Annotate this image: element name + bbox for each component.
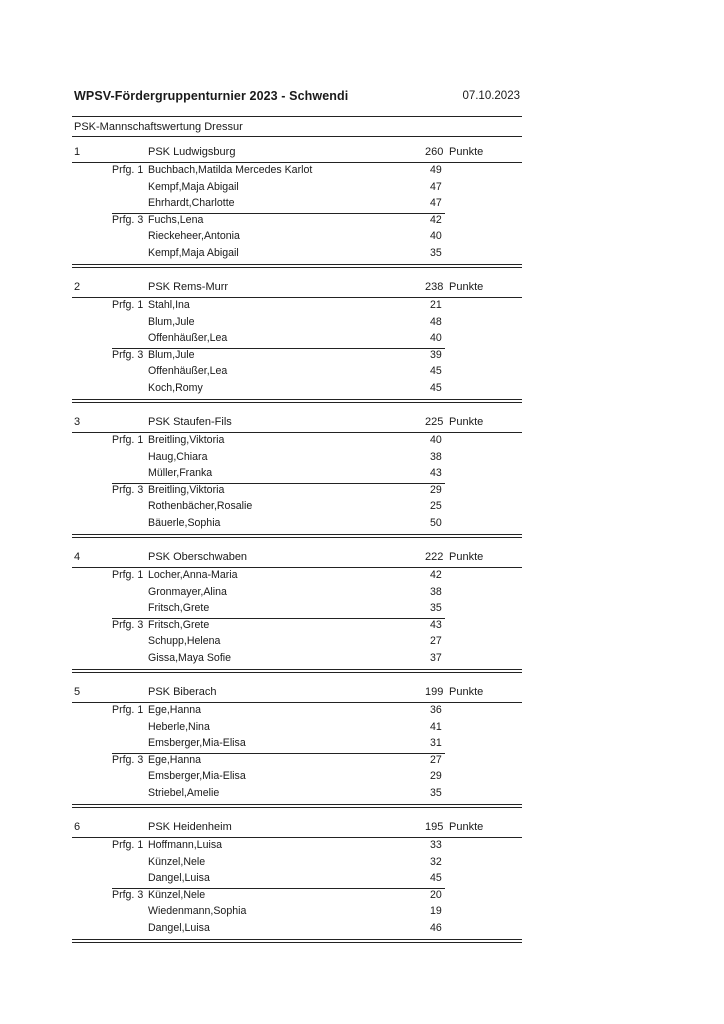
rider-row <box>0 635 724 651</box>
rider-score: 48 <box>430 315 442 328</box>
team-header-row <box>0 686 724 702</box>
rider-score: 42 <box>430 569 442 581</box>
subtitle-rule <box>72 136 522 137</box>
rider-row <box>0 451 724 467</box>
rider-row <box>0 164 724 180</box>
team-rank: 2 <box>74 281 81 293</box>
rider-name: Fuchs,Lena <box>148 213 204 226</box>
rider-row <box>0 230 724 246</box>
points-unit: Punkte <box>449 686 484 698</box>
rider-row <box>0 197 724 213</box>
rider-row <box>0 619 724 635</box>
rider-row <box>0 905 724 921</box>
rider-name: Künzel,Nele <box>148 855 206 868</box>
rider-row <box>0 602 724 618</box>
rider-row <box>0 754 724 770</box>
rider-name: Künzel,Nele <box>148 888 206 901</box>
exam-label: Prfg. 1 <box>112 839 144 851</box>
rider-score: 50 <box>430 517 442 529</box>
team-name: PSK Biberach <box>148 686 217 698</box>
rider-score: 29 <box>430 483 442 496</box>
team-points: 195 <box>425 821 444 833</box>
rider-name: Ege,Hanna <box>148 704 202 716</box>
rider-name: Ehrhardt,Charlotte <box>148 197 235 210</box>
rider-name: Heberle,Nina <box>148 720 210 733</box>
rider-score: 36 <box>430 704 442 716</box>
rider-name: Bäuerle,Sophia <box>148 517 221 529</box>
rider-row <box>0 484 724 500</box>
rider-row <box>0 569 724 585</box>
rider-name: Locher,Anna-Maria <box>148 569 238 581</box>
rider-score: 40 <box>430 434 442 446</box>
rider-score: 47 <box>430 197 442 210</box>
points-unit: Punkte <box>449 821 484 833</box>
rider-name: Wiedenmann,Sophia <box>148 905 247 918</box>
team-header-rule <box>72 837 522 838</box>
team-rank: 4 <box>74 551 81 563</box>
rider-name: Breitling,Viktoria <box>148 483 225 496</box>
rider-row <box>0 434 724 450</box>
rider-row <box>0 181 724 197</box>
header-rule <box>72 116 522 117</box>
team-header-row <box>0 821 724 837</box>
rider-score: 42 <box>430 213 442 226</box>
rider-row <box>0 889 724 905</box>
rider-score: 21 <box>430 299 442 311</box>
rider-row <box>0 316 724 332</box>
rider-name: Schupp,Helena <box>148 635 221 648</box>
rider-name: Stahl,Ina <box>148 299 190 311</box>
team-header-row <box>0 281 724 297</box>
team-name: PSK Ludwigsburg <box>148 146 236 158</box>
rider-score: 33 <box>430 839 442 851</box>
rider-row <box>0 382 724 398</box>
team-end-rule <box>72 264 522 268</box>
rider-row <box>0 872 724 888</box>
rider-score: 35 <box>430 787 442 799</box>
points-unit: Punkte <box>449 146 484 158</box>
rider-row <box>0 467 724 483</box>
rider-row <box>0 856 724 872</box>
points-unit: Punkte <box>449 281 484 293</box>
rider-score: 49 <box>430 164 442 176</box>
rider-score: 47 <box>430 180 442 193</box>
rider-score: 29 <box>430 770 442 783</box>
team-end-rule <box>72 804 522 808</box>
rider-name: Rieckeheer,Antonia <box>148 230 240 243</box>
rider-score: 45 <box>430 872 442 885</box>
rider-name: Gronmayer,Alina <box>148 585 227 598</box>
rider-name: Haug,Chiara <box>148 450 208 463</box>
rider-name: Dangel,Luisa <box>148 922 210 934</box>
rider-row <box>0 652 724 668</box>
rider-row <box>0 299 724 315</box>
rider-score: 31 <box>430 737 442 750</box>
exam-label: Prfg. 3 <box>112 213 144 226</box>
rider-score: 27 <box>430 753 442 766</box>
rider-score: 45 <box>430 365 442 378</box>
team-rank: 5 <box>74 686 81 698</box>
rider-name: Buchbach,Matilda Mercedes Karlot <box>148 164 313 176</box>
rider-row <box>0 500 724 516</box>
points-unit: Punkte <box>449 551 484 563</box>
document-header <box>74 89 520 107</box>
exam-label: Prfg. 3 <box>112 888 144 901</box>
rider-row <box>0 839 724 855</box>
team-points: 238 <box>425 281 444 293</box>
team-header-rule <box>72 567 522 568</box>
rider-score: 25 <box>430 500 442 513</box>
team-header-rule <box>72 162 522 163</box>
exam-label: Prfg. 3 <box>112 618 144 631</box>
rider-row <box>0 349 724 365</box>
rider-name: Dangel,Luisa <box>148 872 210 885</box>
rider-row <box>0 721 724 737</box>
rider-score: 43 <box>430 618 442 631</box>
rider-row <box>0 704 724 720</box>
rider-name: Kempf,Maja Abigail <box>148 247 239 259</box>
rider-name: Ege,Hanna <box>148 753 202 766</box>
team-name: PSK Oberschwaben <box>148 551 248 563</box>
rider-name: Fritsch,Grete <box>148 602 210 615</box>
team-header-row <box>0 416 724 432</box>
exam-label: Prfg. 1 <box>112 164 144 176</box>
rider-name: Emsberger,Mia-Elisa <box>148 770 246 783</box>
rider-name: Blum,Jule <box>148 315 195 328</box>
team-rank: 1 <box>74 146 81 158</box>
rider-name: Koch,Romy <box>148 382 203 394</box>
rider-row <box>0 332 724 348</box>
rider-score: 41 <box>430 720 442 733</box>
team-points: 222 <box>425 551 444 563</box>
exam-label: Prfg. 3 <box>112 348 144 361</box>
rider-name: Rothenbächer,Rosalie <box>148 500 253 513</box>
rider-row <box>0 787 724 803</box>
rider-row <box>0 214 724 230</box>
rider-name: Emsberger,Mia-Elisa <box>148 737 246 750</box>
points-unit: Punkte <box>449 416 484 428</box>
rider-score: 38 <box>430 585 442 598</box>
rider-score: 39 <box>430 348 442 361</box>
team-points: 225 <box>425 416 444 428</box>
exam-label: Prfg. 3 <box>112 753 144 766</box>
exam-label: Prfg. 1 <box>112 569 144 581</box>
rider-score: 40 <box>430 230 442 243</box>
rider-row <box>0 737 724 753</box>
rider-score: 40 <box>430 332 442 345</box>
team-points: 199 <box>425 686 444 698</box>
rider-name: Offenhäußer,Lea <box>148 365 228 378</box>
rider-score: 46 <box>430 922 442 934</box>
team-name: PSK Rems-Murr <box>148 281 229 293</box>
exam-label: Prfg. 1 <box>112 434 144 446</box>
rider-name: Fritsch,Grete <box>148 618 210 631</box>
rider-row <box>0 586 724 602</box>
exam-label: Prfg. 3 <box>112 483 144 496</box>
rider-name: Hoffmann,Luisa <box>148 839 223 851</box>
document-title: WPSV-Fördergruppenturnier 2023 - Schwendi <box>74 89 349 103</box>
rider-score: 38 <box>430 450 442 463</box>
team-end-rule <box>72 399 522 403</box>
team-header-rule <box>72 432 522 433</box>
rider-name: Kempf,Maja Abigail <box>148 180 239 193</box>
rider-score: 37 <box>430 652 442 664</box>
rider-score: 27 <box>430 635 442 648</box>
rider-score: 35 <box>430 247 442 259</box>
rider-name: Gissa,Maya Sofie <box>148 652 232 664</box>
rider-row <box>0 247 724 263</box>
rider-name: Blum,Jule <box>148 348 195 361</box>
team-end-rule <box>72 534 522 538</box>
team-rank: 6 <box>74 821 81 833</box>
team-rank: 3 <box>74 416 81 428</box>
rider-score: 35 <box>430 602 442 615</box>
team-header-row <box>0 146 724 162</box>
rider-score: 45 <box>430 382 442 394</box>
rider-row <box>0 517 724 533</box>
team-end-rule <box>72 669 522 673</box>
rider-row <box>0 770 724 786</box>
team-end-rule <box>72 939 522 943</box>
rider-name: Offenhäußer,Lea <box>148 332 228 345</box>
rider-row <box>0 922 724 938</box>
document-date: 07.10.2023 <box>462 90 520 102</box>
team-name: PSK Heidenheim <box>148 821 232 833</box>
section-subtitle: PSK-Mannschaftswertung Dressur <box>74 121 243 133</box>
exam-label: Prfg. 1 <box>112 704 144 716</box>
rider-score: 32 <box>430 855 442 868</box>
team-header-row <box>0 551 724 567</box>
rider-row <box>0 365 724 381</box>
rider-score: 19 <box>430 905 442 918</box>
rider-name: Müller,Franka <box>148 467 213 480</box>
team-points: 260 <box>425 146 444 158</box>
team-name: PSK Staufen-Fils <box>148 416 232 428</box>
rider-name: Breitling,Viktoria <box>148 434 225 446</box>
team-header-rule <box>72 297 522 298</box>
exam-label: Prfg. 1 <box>112 299 144 311</box>
rider-score: 43 <box>430 467 442 480</box>
rider-score: 20 <box>430 888 442 901</box>
rider-name: Striebel,Amelie <box>148 787 220 799</box>
team-header-rule <box>72 702 522 703</box>
